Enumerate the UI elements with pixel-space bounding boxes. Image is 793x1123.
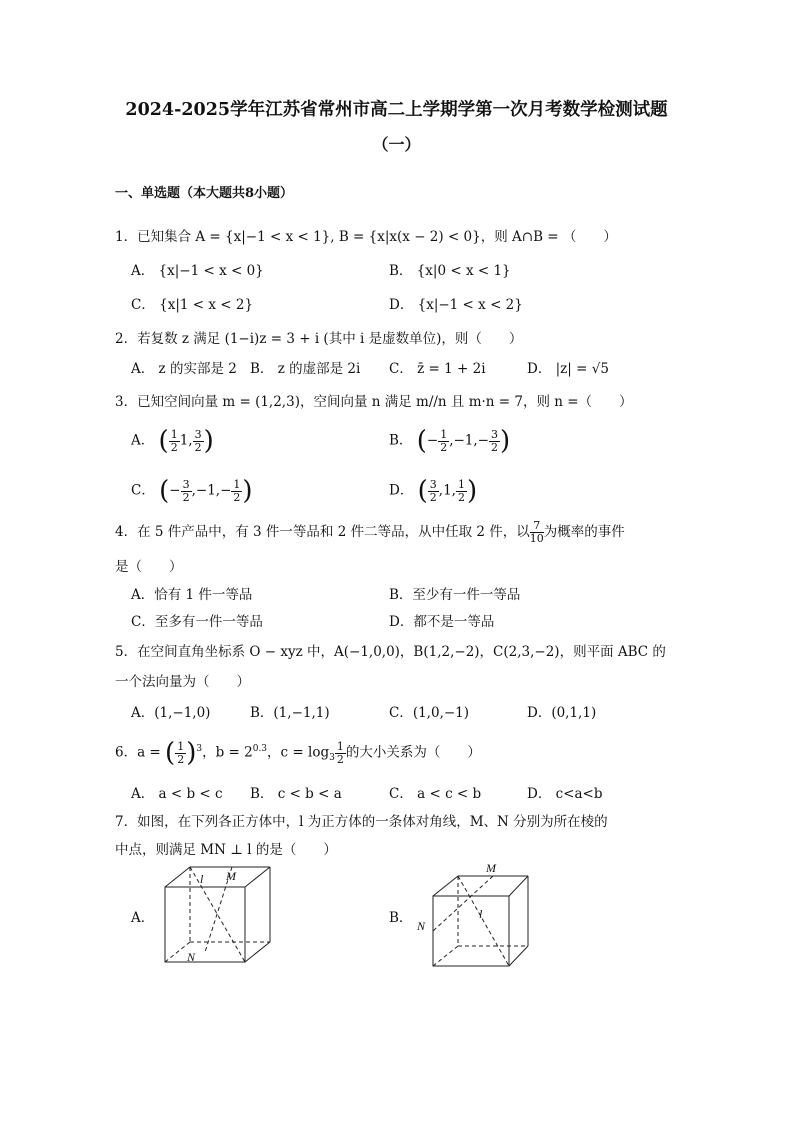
q6-stem-a: 6．a = <box>115 744 161 761</box>
q3-option-d-label: D． <box>389 482 414 499</box>
q6-option-b: B． c < b < a <box>250 786 342 802</box>
q4-stem-b: 为概率的事件 <box>543 524 625 540</box>
q3-b-frac2-den: 2 <box>490 440 498 454</box>
q1-option-d: D． {x|−1 < x < 2} <box>389 297 523 313</box>
q3-d-mid: ,1, <box>438 482 456 499</box>
q3-a-frac1-num: 1 <box>170 427 178 441</box>
q6-stem-c: ，c = log <box>267 744 330 761</box>
q2-option-c: C． z̄ = 1 + 2i <box>389 361 486 377</box>
q7-a-label-m: M <box>226 869 236 883</box>
exam-title: 2024-2025学年江苏省常州市高二上学期学第一次月考数学检测试题 <box>125 100 668 120</box>
q6-a-exp: 3 <box>196 744 203 754</box>
q3-c-frac1-den: 2 <box>182 490 190 504</box>
q1-option-a: A． {x|−1 < x < 0} <box>131 263 264 279</box>
q1-stem: 1．已知集合 A = {x|−1 < x < 1}, B = {x|x(x − 2) < 0}，则 A∩B = （ ） <box>115 229 617 245</box>
q2-option-a: A． z 的实部是 2 <box>131 361 237 377</box>
q3-c-frac2-num: 1 <box>233 477 241 491</box>
q4-stem-a: 4．在 5 件产品中，有 3 件一等品和 2 件二等品，从中任取 2 件，以 <box>115 524 530 540</box>
q3-stem: 3．已知空间向量 m = (1,2,3)，空间向量 n 满足 m//n 且 m·n = 7，则 n =（ ） <box>115 394 633 410</box>
q3-c-frac2-den: 2 <box>233 490 241 504</box>
q4-frac-den: 10 <box>529 532 544 545</box>
q1-option-b: B． {x|0 < x < 1} <box>389 263 511 279</box>
q7-a-label-n: N <box>187 950 196 964</box>
q3-b-sign: − <box>426 432 439 449</box>
q7-stem-b: 中点，则满足 MN ⊥ l 的是（ ） <box>115 842 337 858</box>
q4-option-c: C．至多有一件一等品 <box>131 614 263 630</box>
q3-b-frac1-num: 1 <box>440 427 448 441</box>
q3-option-d: D． ( $\frac{3}{2}$ ,1, $\frac{1}{2}$ ) <box>389 476 478 506</box>
q3-c-mid: ,−1,− <box>191 482 232 499</box>
q6-c-num: 1 <box>336 739 344 753</box>
q5-option-d: D．(0,1,1) <box>527 705 597 721</box>
q3-a-mid: 1, <box>179 432 193 449</box>
q7-option-b-label: B． <box>389 910 413 926</box>
section-heading: 一、单选题（本大题共8小题） <box>115 186 294 201</box>
q6-stem-d: 的大小关系为（ ） <box>345 744 481 761</box>
q3-option-b: B． (− $\frac{1}{2}$ ,−1,− $\frac{3}{2}$ ) <box>389 426 511 456</box>
q6-option-d: D． c<a<b <box>527 786 603 802</box>
q3-option-b-label: B． <box>389 432 413 449</box>
q3-d-frac1-den: 2 <box>429 490 437 504</box>
q6-stem-b: ，b = 2 <box>202 744 253 761</box>
q3-option-a: A． ( $\frac{1}{2}$ 1, $\frac{3}{2}$ ) <box>131 426 214 456</box>
q4-option-a: A．恰有 1 件一等品 <box>131 587 253 603</box>
q3-d-frac1-num: 3 <box>429 477 437 491</box>
q3-a-frac2-num: 3 <box>194 427 202 441</box>
q6-a-num: 1 <box>177 739 185 753</box>
q5-stem-b: 一个法向量为（ ） <box>115 674 250 690</box>
q3-b-mid: ,−1,− <box>449 432 489 449</box>
q6-option-a: A． a < b < c <box>131 786 223 802</box>
q7-stem-a: 7．如图，在下列各正方体中，l 为正方体的一条体对角线，M、N 分别为所在棱的 <box>115 814 608 830</box>
q7-b-label-l: l <box>479 907 483 921</box>
q3-b-frac2-num: 3 <box>490 427 498 441</box>
q5-option-a: A．(1,−1,0) <box>131 705 211 721</box>
q3-a-frac1-den: 2 <box>170 440 178 454</box>
q7-a-label-l: l <box>200 872 204 886</box>
q4-option-d: D．都不是一等品 <box>389 614 495 630</box>
q3-c-sign: − <box>169 482 181 499</box>
q5-stem-a: 5．在空间直角坐标系 O − xyz 中，A(−1,0,0)，B(1,2,−2)，C(2,3,−2)，则平面 ABC 的 <box>115 644 666 660</box>
q4-option-b: B．至少有一件一等品 <box>389 587 521 603</box>
q7-b-label-n: N <box>417 919 426 933</box>
q6-option-c: C． a < c < b <box>389 786 482 802</box>
q3-a-frac2-den: 2 <box>194 440 202 454</box>
q6-a-den: 2 <box>177 752 185 766</box>
q7-cube-b-figure <box>413 858 533 968</box>
q2-stem: 2．若复数 z 满足 (1−i)z = 3 + i (其中 i 是虚数单位)，则（ ） <box>115 331 523 347</box>
q3-option-a-label: A． <box>131 432 155 449</box>
q3-c-frac1-num: 3 <box>182 477 190 491</box>
q3-b-frac1-den: 2 <box>440 440 448 454</box>
q3-option-c: C． (− $\frac{3}{2}$ ,−1,− $\frac{1}{2}$ ) <box>131 476 253 506</box>
q7-option-a-label: A． <box>131 910 155 926</box>
q6-c-den: 2 <box>336 752 344 766</box>
q6-stem: 6．a = ( $\frac{1}{2}$ )$^3$，$b = 2^{0.3}$，$c = \log_3$ $\frac{1}{2}$ 的大小关系为（ ） <box>115 738 481 768</box>
q4-frac-num: 7 <box>530 520 544 533</box>
exam-title-subtitle: （一） <box>372 135 421 154</box>
q6-b-exp: 0.3 <box>252 744 268 754</box>
q3-d-frac2-den: 2 <box>457 490 465 504</box>
q4-stem <box>115 520 625 545</box>
q2-option-b: B． z 的虚部是 2i <box>250 361 361 377</box>
q5-option-c: C．(1,0,−1) <box>389 705 470 721</box>
q2-option-d: D． |z| = √5 <box>527 361 609 377</box>
q5-option-b: B．(1,−1,1) <box>250 705 330 721</box>
q7-cube-a-figure <box>160 862 275 967</box>
q1-option-c: C． {x|1 < x < 2} <box>131 297 254 313</box>
q3-option-c-label: C． <box>131 482 155 499</box>
q3-d-frac2-num: 1 <box>457 477 465 491</box>
q7-b-label-m: M <box>486 861 496 875</box>
q6-c-base: 3 <box>329 753 335 764</box>
q4-stem-c: 是（ ） <box>115 559 183 575</box>
